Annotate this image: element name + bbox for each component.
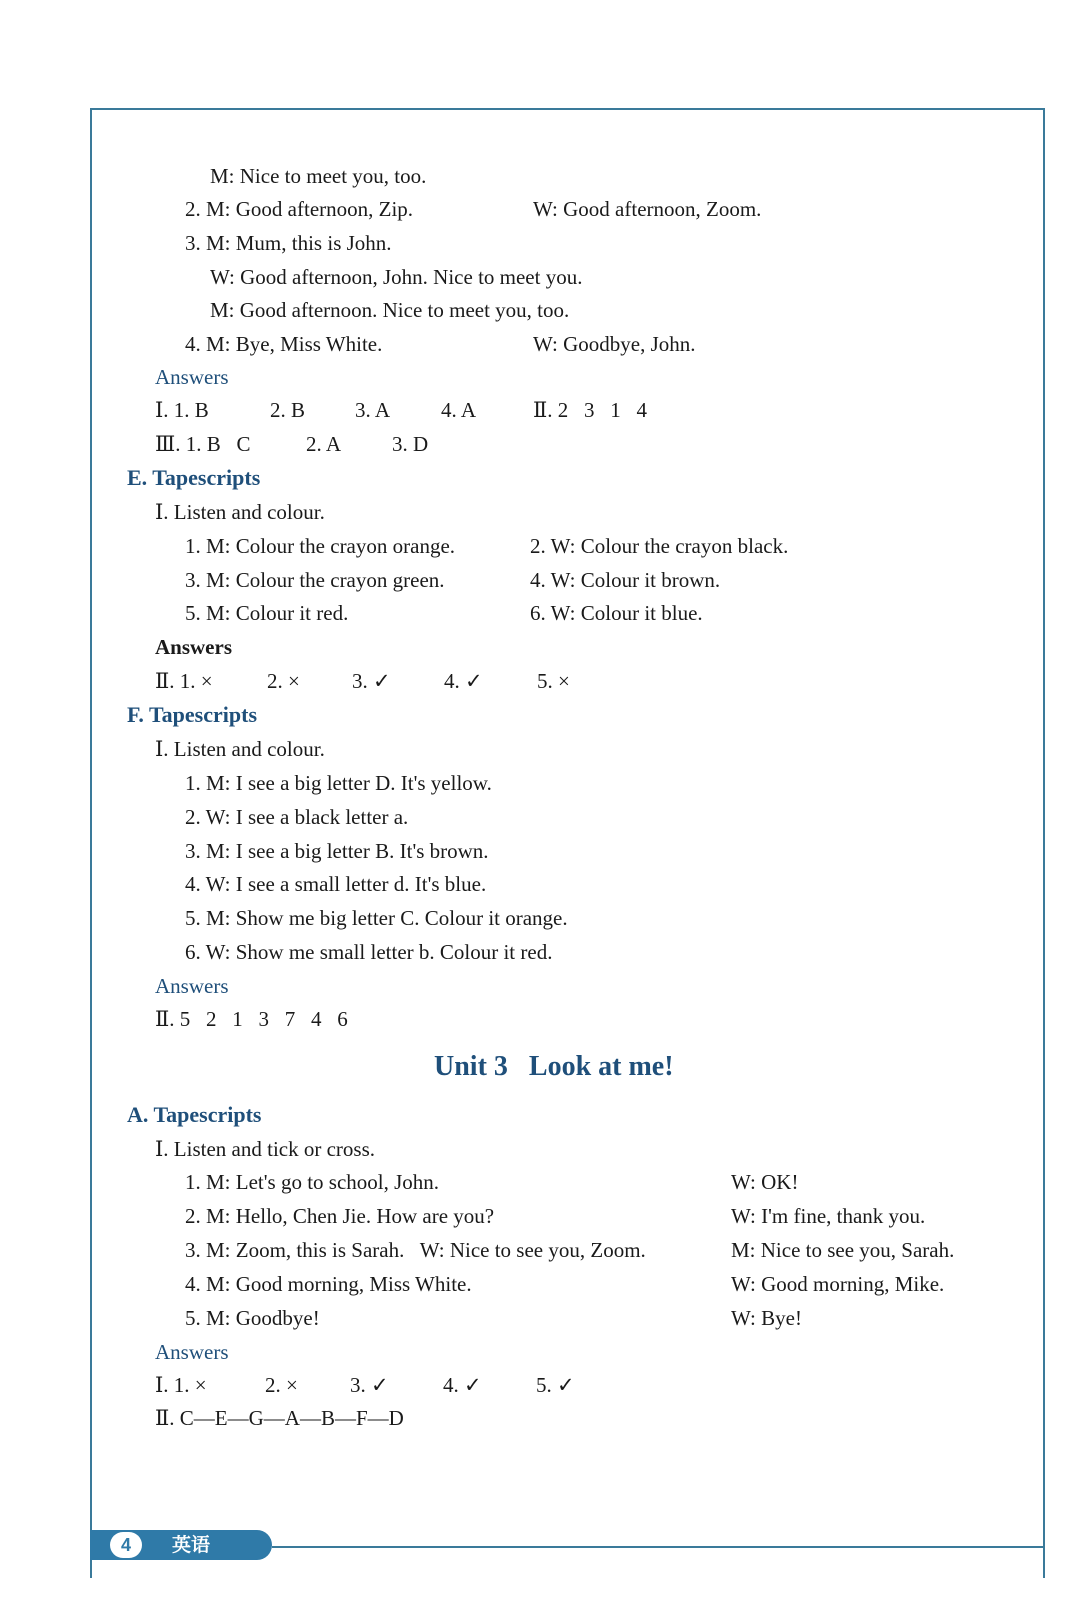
dialogue-line: 2. W: Colour the crayon black. (530, 534, 789, 558)
dialogue-line: 5. M: Goodbye! (185, 1306, 320, 1330)
answer-item: Ⅱ. 1. × (155, 669, 213, 693)
answer-item: 5. ✓ (536, 1373, 575, 1397)
answer-item: Ⅱ. C—E—G—A—B—F—D (155, 1406, 404, 1430)
exercise-instruction: Ⅰ. Listen and tick or cross. (155, 1137, 375, 1161)
section-heading-a: A. Tapescripts (127, 1102, 262, 1127)
dialogue-line: 6. W: Show me small letter b. Colour it red. (185, 940, 553, 964)
dialogue-line: W: Bye! (731, 1306, 802, 1330)
dialogue-line: 3. M: I see a big letter B. It's brown. (185, 839, 489, 863)
dialogue-line: W: OK! (731, 1170, 799, 1194)
exercise-instruction: Ⅰ. Listen and colour. (155, 737, 325, 761)
answer-item: 4. ✓ (444, 669, 483, 693)
answer-item: 3. ✓ (352, 669, 391, 693)
answer-item: Ⅰ. 1. × (155, 1373, 207, 1397)
answers-heading: Answers (155, 1340, 229, 1364)
dialogue-line: 3. M: Zoom, this is Sarah. W: Nice to see you, Zoom. (185, 1238, 646, 1262)
section-heading-f: F. Tapescripts (127, 702, 258, 727)
dialogue-line: 1. M: I see a big letter D. It's yellow. (185, 771, 492, 795)
answer-item: Ⅱ. 2 3 1 4 (533, 398, 648, 422)
dialogue-line: 2. M: Hello, Chen Jie. How are you? (185, 1204, 495, 1228)
dialogue-line: 3. M: Mum, this is John. (185, 231, 392, 255)
dialogue-line: 1. M: Colour the crayon orange. (185, 534, 456, 558)
answers-heading: Answers (155, 974, 229, 998)
subject-label: 英语 (172, 1534, 211, 1556)
dialogue-line: W: Good afternoon, John. Nice to meet you. (210, 265, 583, 289)
answer-item: 4. ✓ (443, 1373, 482, 1397)
dialogue-line: M: Nice to meet you, too. (210, 164, 427, 188)
answer-item: 2. × (267, 669, 300, 693)
dialogue-line: 4. W: Colour it brown. (530, 568, 721, 592)
answer-item: Ⅱ. 5 2 1 3 7 4 6 (155, 1007, 348, 1031)
unit-title: Unit 3 Look at me! (434, 1051, 674, 1082)
answer-item: 2. B (270, 398, 306, 422)
answer-item: 5. × (537, 669, 570, 693)
answer-item: 2. × (265, 1373, 298, 1397)
dialogue-line: M: Good afternoon. Nice to meet you, too. (210, 298, 570, 322)
page-number: 4 (110, 1532, 142, 1558)
answer-item: 2. A (306, 432, 342, 456)
dialogue-line: 3. M: Colour the crayon green. (185, 568, 445, 592)
dialogue-line: W: Goodbye, John. (533, 332, 696, 356)
answer-item: Ⅰ. 1. B (155, 398, 209, 422)
dialogue-line: 6. W: Colour it blue. (530, 601, 703, 625)
answer-item: 4. A (441, 398, 477, 422)
answer-item: 3. D (392, 432, 429, 456)
dialogue-line: 2. M: Good afternoon, Zip. (185, 197, 414, 221)
dialogue-line: 4. M: Good morning, Miss White. (185, 1272, 472, 1296)
dialogue-line: 5. M: Colour it red. (185, 601, 349, 625)
answers-heading: Answers (155, 635, 232, 659)
dialogue-line: W: Good morning, Mike. (731, 1272, 945, 1296)
exercise-instruction: Ⅰ. Listen and colour. (155, 500, 325, 524)
section-heading-e: E. Tapescripts (127, 465, 261, 490)
dialogue-line: W: I'm fine, thank you. (731, 1204, 926, 1228)
footer-rule (272, 1546, 1045, 1548)
answer-item: 3. ✓ (350, 1373, 389, 1397)
dialogue-line: 1. M: Let's go to school, John. (185, 1170, 440, 1194)
answer-item: 3. A (355, 398, 391, 422)
answers-heading: Answers (155, 365, 229, 389)
dialogue-line: 4. W: I see a small letter d. It's blue. (185, 872, 487, 896)
dialogue-line: M: Nice to see you, Sarah. (731, 1238, 955, 1262)
dialogue-line: 5. M: Show me big letter C. Colour it orange. (185, 906, 568, 930)
dialogue-line: 2. W: I see a black letter a. (185, 805, 409, 829)
answer-item: Ⅲ. 1. B C (155, 432, 251, 456)
dialogue-line: W: Good afternoon, Zoom. (533, 197, 762, 221)
dialogue-line: 4. M: Bye, Miss White. (185, 332, 383, 356)
